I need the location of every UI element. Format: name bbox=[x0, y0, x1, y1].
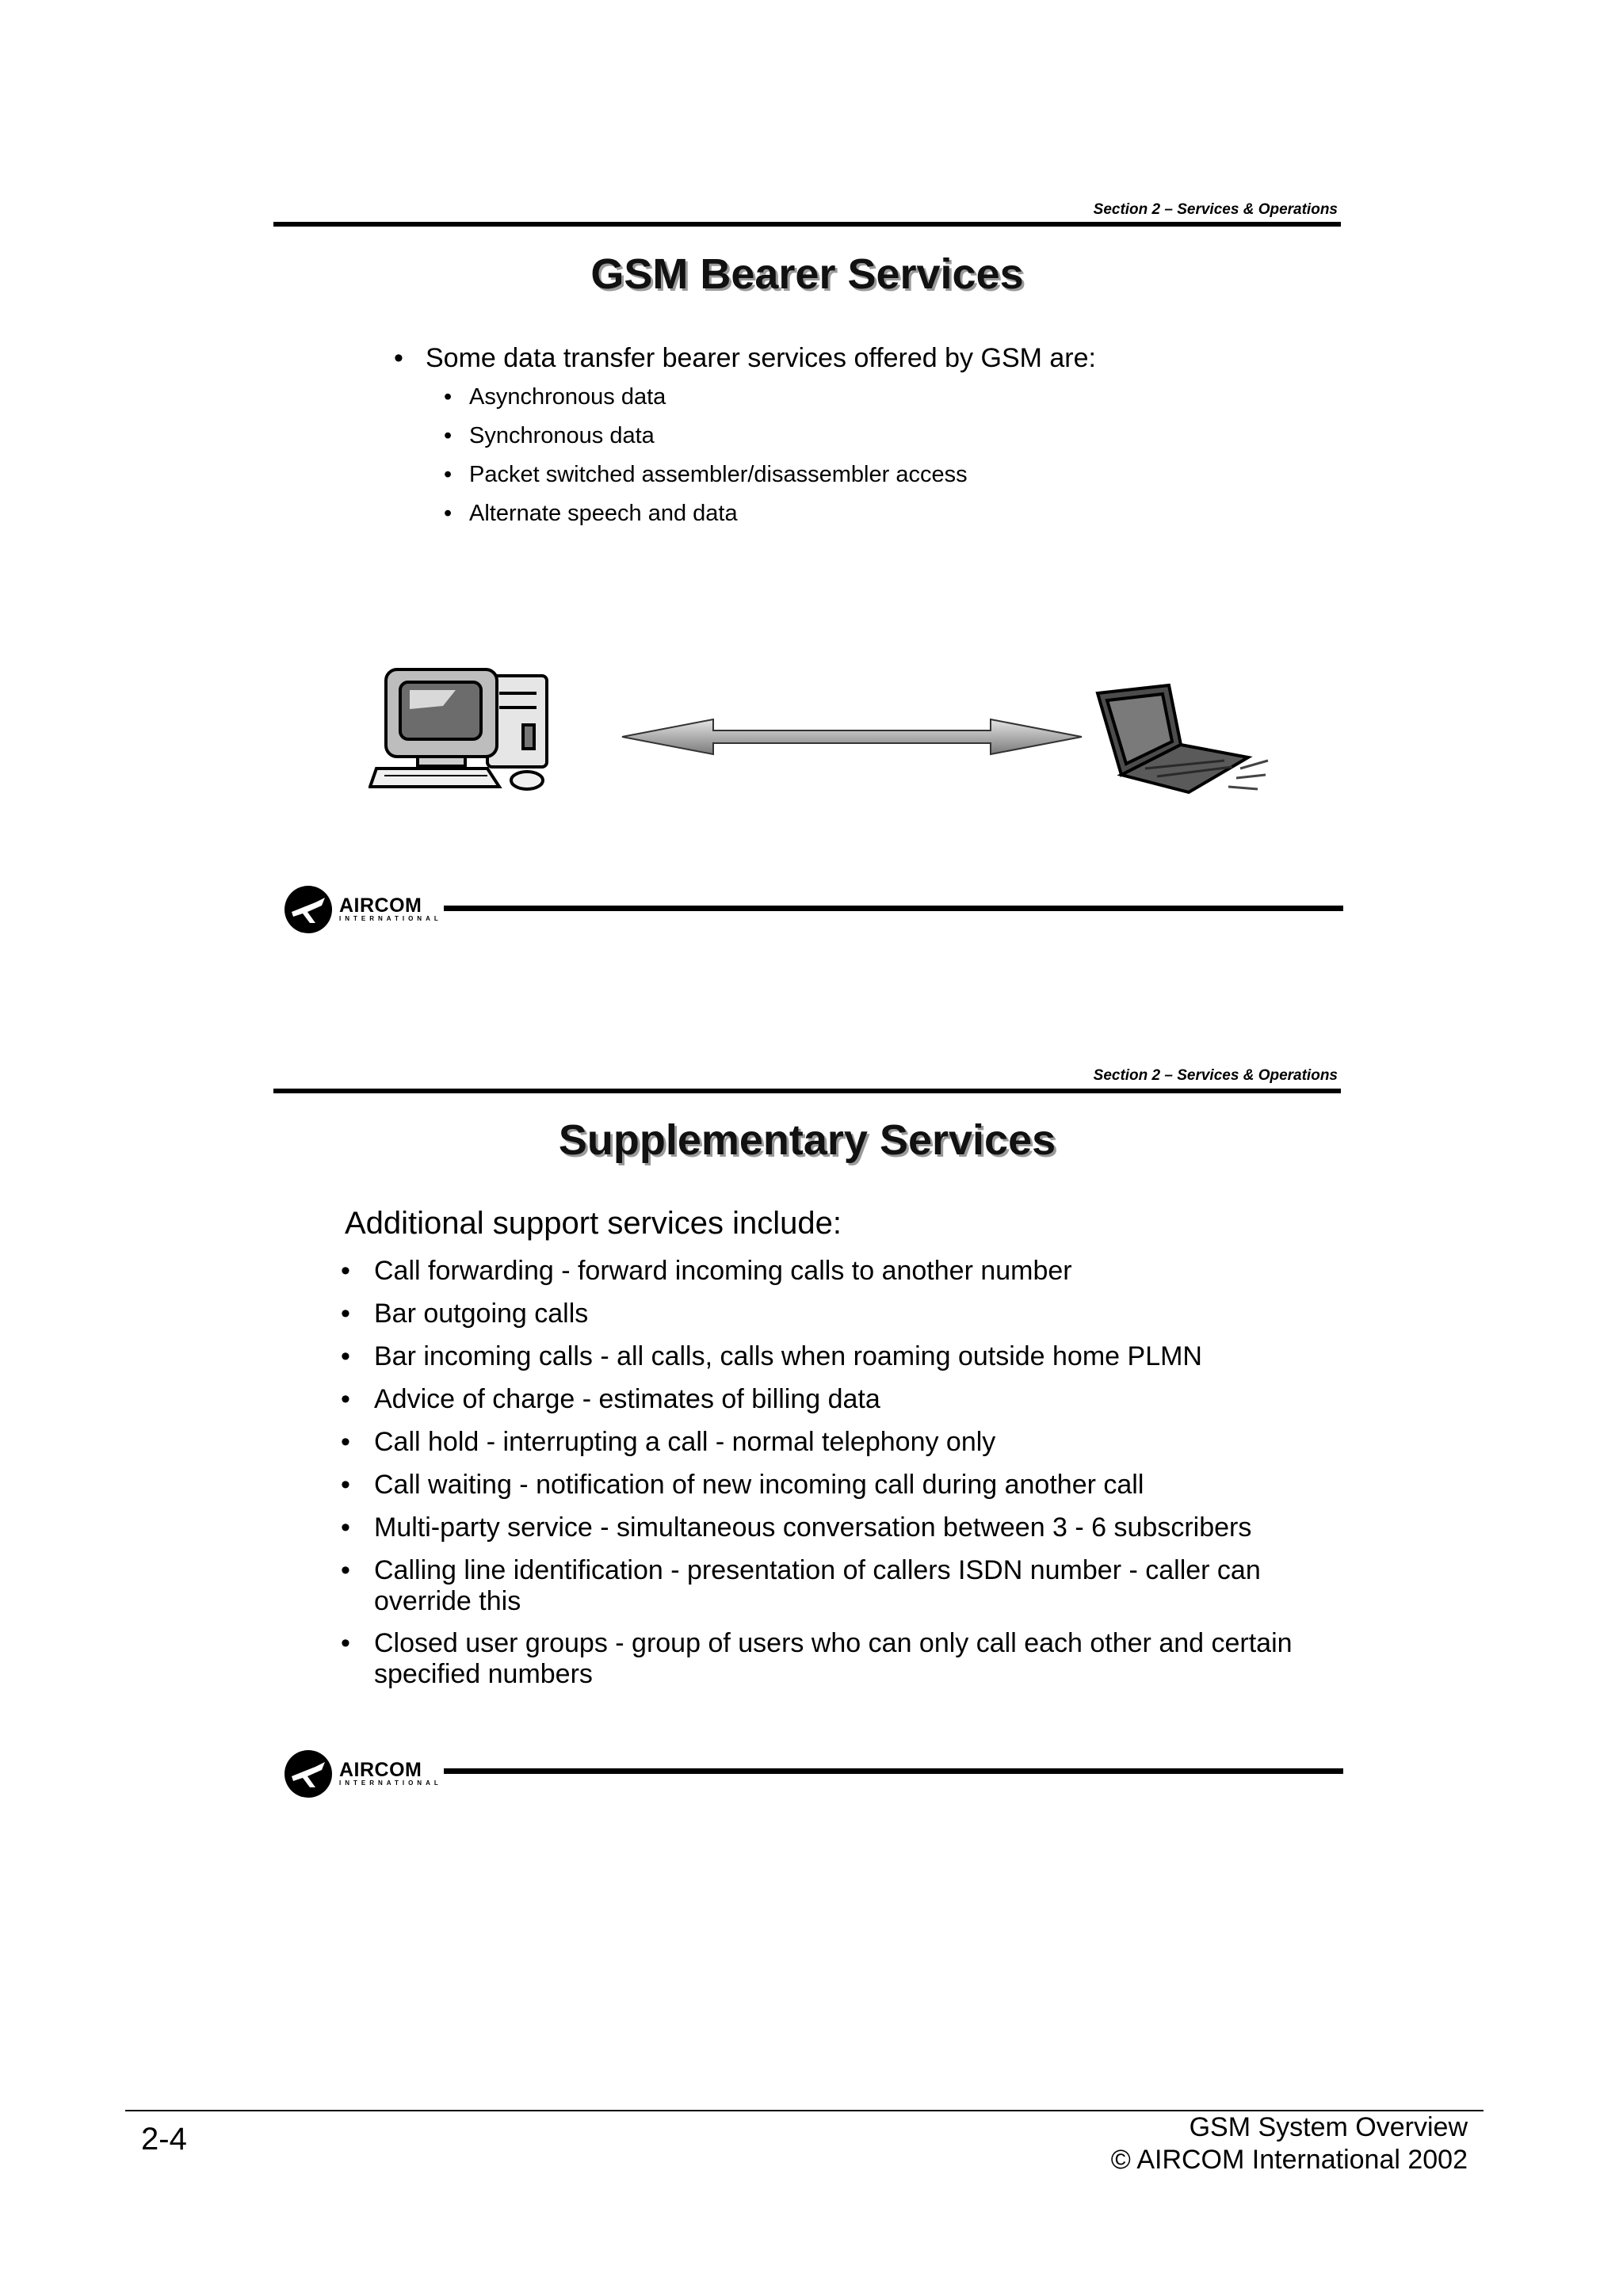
bullet-dot: • bbox=[394, 343, 403, 373]
intro-text: Additional support services include: bbox=[345, 1206, 842, 1241]
bullet-lead bbox=[394, 343, 1266, 375]
list-item-text: Alternate speech and data bbox=[469, 501, 738, 526]
bullet-dot: • bbox=[444, 423, 453, 448]
bullet-dot: • bbox=[341, 1470, 350, 1500]
list-item-text: Calling line identification - presentation of callers ISDN number - caller can override this bbox=[374, 1555, 1261, 1616]
logo-name: AIRCOM bbox=[339, 1759, 422, 1781]
bullet-dot: • bbox=[444, 501, 453, 526]
footer-doc-info bbox=[872, 2111, 1468, 2176]
list-item-text: Closed user groups - group of users who can only call each other and certain specified numbers bbox=[374, 1628, 1293, 1689]
section-label: Section 2 – Services & Operations bbox=[1093, 1067, 1338, 1084]
bullet-dot: • bbox=[341, 1555, 350, 1585]
double-arrow-icon bbox=[618, 717, 1086, 757]
list-item-text: Synchronous data bbox=[469, 423, 655, 448]
list-item-text: Asynchronous data bbox=[469, 384, 666, 410]
header-rule bbox=[273, 1089, 1341, 1093]
list-item-text: Advice of charge - estimates of billing data bbox=[374, 1384, 880, 1414]
laptop-computer-icon bbox=[1090, 681, 1272, 800]
aircom-logo bbox=[284, 1749, 442, 1798]
footer-rule bbox=[444, 906, 1343, 911]
logo-subtitle: INTERNATIONAL bbox=[339, 1779, 442, 1787]
header-rule bbox=[273, 222, 1341, 227]
bullet-dot: • bbox=[444, 462, 453, 487]
bullet-dot: • bbox=[341, 1299, 350, 1329]
footer-copyright: © AIRCOM International 2002 bbox=[1110, 2145, 1468, 2175]
aircom-logo-icon bbox=[284, 1749, 333, 1798]
bullet-dot: • bbox=[341, 1628, 350, 1658]
list-item bbox=[444, 423, 1157, 450]
list-item-text: Bar outgoing calls bbox=[374, 1299, 589, 1329]
list-item bbox=[444, 384, 1157, 411]
list-item bbox=[444, 462, 1157, 489]
list-item bbox=[444, 501, 1157, 528]
bullet-dot: • bbox=[341, 1512, 350, 1543]
bullet-dot: • bbox=[341, 1256, 350, 1286]
list-item-text: Multi-party service - simultaneous conversation between 3 - 6 subscribers bbox=[374, 1512, 1252, 1543]
bullet-dot: • bbox=[341, 1384, 350, 1414]
section-label: Section 2 – Services & Operations bbox=[1093, 201, 1338, 218]
list-item-text: Bar incoming calls - all calls, calls when roaming outside home PLMN bbox=[374, 1341, 1202, 1371]
aircom-logo-icon bbox=[284, 885, 333, 934]
bullet-dot: • bbox=[341, 1341, 350, 1371]
list-item-text: Call waiting - notification of new incoming call during another call bbox=[374, 1470, 1144, 1500]
list-item-text: Packet switched assembler/disassembler access bbox=[469, 462, 968, 487]
slide-title: GSM Bearer Services bbox=[590, 250, 1024, 298]
list-item-text: Call forwarding - forward incoming calls to another number bbox=[374, 1256, 1072, 1286]
logo-subtitle: INTERNATIONAL bbox=[339, 915, 442, 922]
list-item-text: Call hold - interrupting a call - normal telephony only bbox=[374, 1427, 996, 1457]
footer-rule bbox=[444, 1768, 1343, 1774]
page-number: 2-4 bbox=[141, 2122, 187, 2157]
desktop-computer-icon bbox=[369, 662, 582, 796]
bullet-lead-text: Some data transfer bearer services offered by GSM are: bbox=[426, 343, 1096, 373]
logo-name: AIRCOM bbox=[339, 894, 422, 917]
footer-doc-title: GSM System Overview bbox=[1189, 2112, 1468, 2142]
bullet-dot: • bbox=[341, 1427, 350, 1457]
aircom-logo bbox=[284, 885, 442, 934]
slide-title: Supplementary Services bbox=[558, 1116, 1056, 1164]
bullet-dot: • bbox=[444, 384, 453, 410]
